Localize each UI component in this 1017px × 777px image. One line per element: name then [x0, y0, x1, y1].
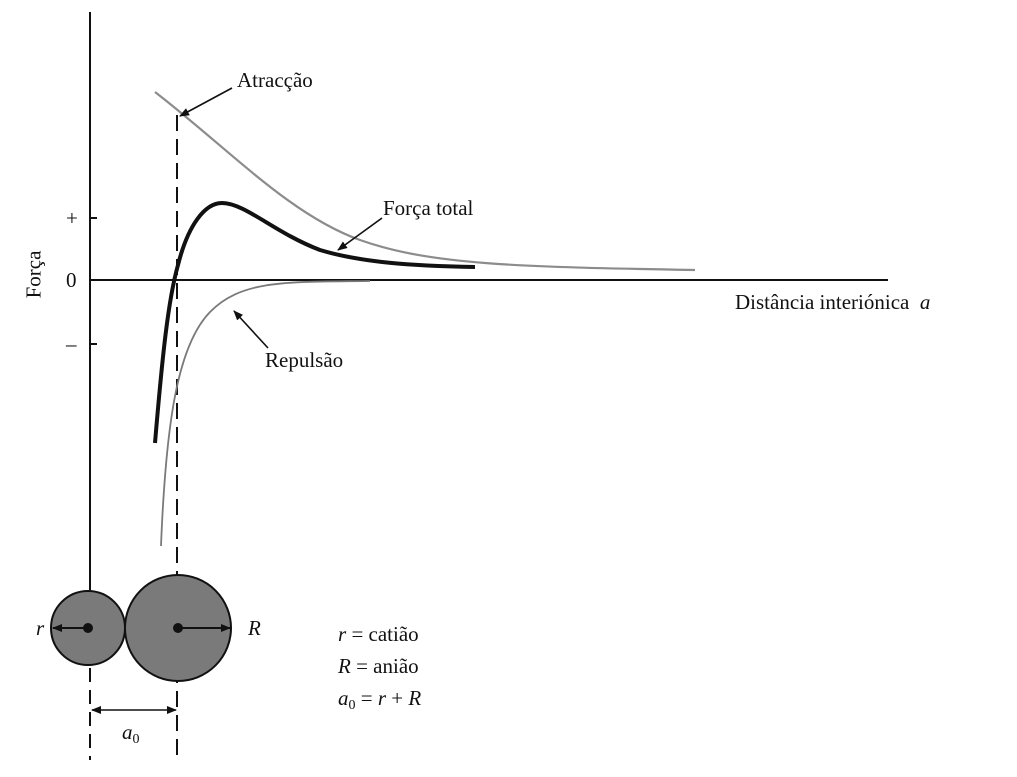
total-force-curve — [155, 203, 475, 443]
attraction-curve — [155, 92, 695, 270]
legend-cation-symbol: r — [338, 622, 347, 646]
total-force-label: Força total — [383, 196, 474, 220]
legend-sum-equals: = — [360, 686, 373, 710]
legend-cation-text: = catião — [351, 622, 419, 646]
attraction-label: Atracção — [237, 68, 313, 92]
repulsion-leader-arrow — [234, 311, 268, 348]
tick-label-zero: 0 — [66, 268, 77, 292]
attraction-leader-arrow — [180, 88, 232, 116]
legend-sum-r: r — [377, 686, 387, 710]
legend-anion-text: = anião — [356, 654, 419, 678]
legend-sum-R: R — [408, 686, 422, 710]
x-axis-variable: a — [919, 290, 931, 314]
a0-subscript: 0 — [132, 732, 140, 747]
tick-label-plus: + — [66, 206, 78, 230]
cation-radius-label: r — [36, 616, 45, 640]
legend-sum-symbol: a — [338, 686, 349, 710]
legend-cation — [338, 622, 419, 646]
legend-anion — [338, 654, 419, 678]
anion-radius-label: R — [248, 616, 261, 640]
a0-spacing-label — [122, 720, 140, 752]
legend-sum-plus: + — [391, 686, 404, 710]
x-axis-label — [735, 290, 930, 314]
legend-sum-subscript: 0 — [348, 698, 356, 713]
legend-sum — [338, 686, 421, 718]
y-axis-label: Força — [21, 250, 46, 299]
tick-label-minus: – — [66, 332, 77, 356]
repulsion-curve — [161, 281, 370, 546]
a0-symbol: a — [122, 720, 133, 744]
x-axis-label-text: Distância interiónica — [735, 290, 910, 314]
repulsion-label: Repulsão — [265, 348, 344, 372]
legend-anion-symbol: R — [338, 654, 351, 678]
